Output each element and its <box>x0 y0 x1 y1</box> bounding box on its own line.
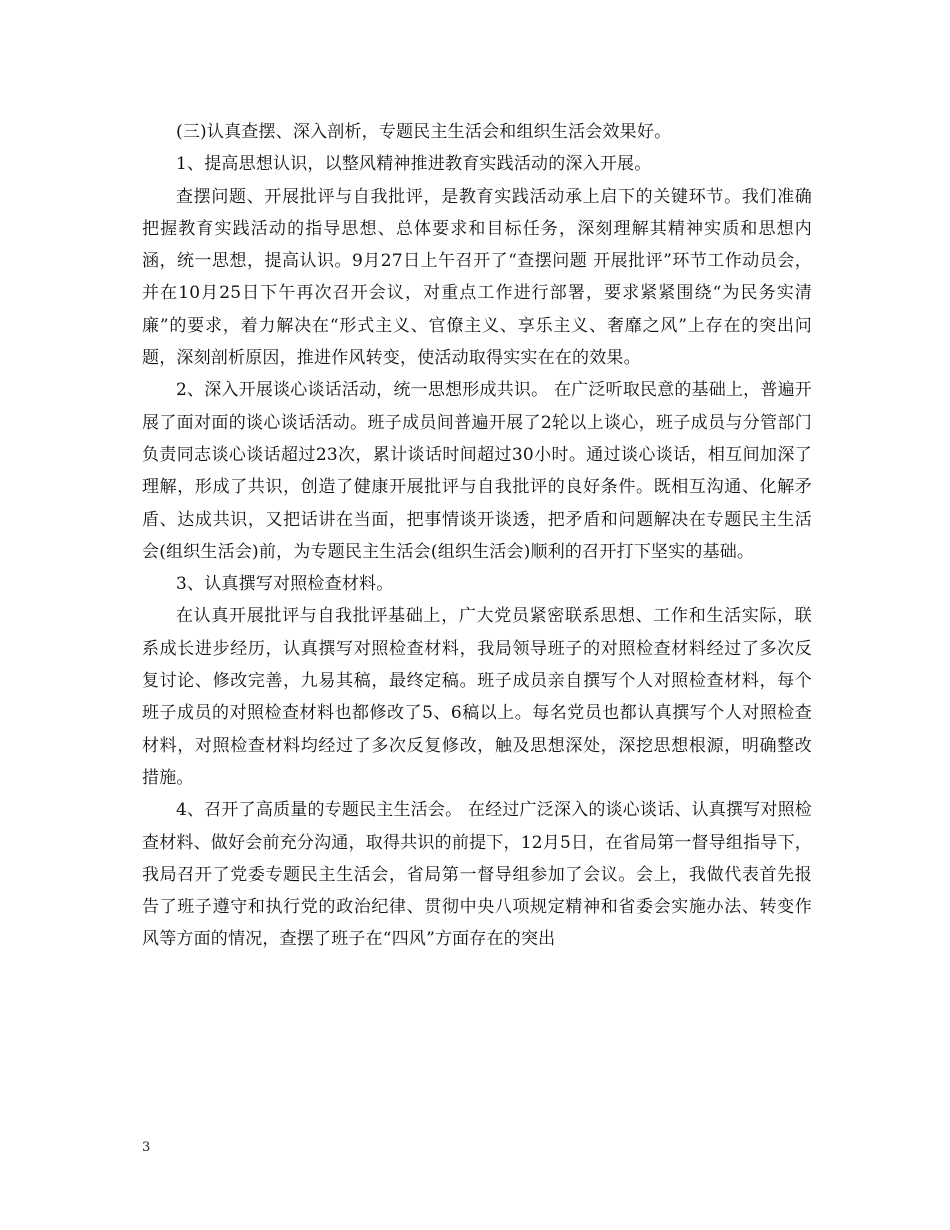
document-body <box>142 116 812 956</box>
item-3-body: 在认真开展批评与自我批评基础上，广大党员紧密联系思想、工作和生活实际，联系成长进步经历，认真撰写对照检查材料，我局领导班子的对照检查材料经过了多次反复讨论、修改完善，九易其稿，最终定稿。班子成员亲自撰写个人对照检查材料，每个班子成员的对照检查材料也都修改了5、6稿以上。每名党员也都认真撰写个人对照检查材料，对照检查材料均经过了多次反复修改，触及思想深处，深挖思想根源，明确整改措施。 <box>142 606 812 788</box>
item-1-body: 查摆问题、开展批评与自我批评，是教育实践活动承上启下的关键环节。我们准确把握教育实践活动的指导思想、总体要求和目标任务，深刻理解其精神实质和思想内涵，统一思想，提高认识。9月27日上午召开了“查摆问题 开展批评”环节工作动员会，并在10月25日下午再次召开会议，对重点工作进行部署，要求紧紧围绕“为民务实清廉”的要求，着力解决在“形式主义、官僚主义、享乐主义、奢靡之风”上存在的突出问题，深刻剖析原因，推进作风转变，使活动取得实实在在的效果。 <box>142 186 812 369</box>
section-heading: (三)认真查摆、深入剖析，专题民主生活会和组织生活会效果好。 <box>176 122 672 142</box>
item-3-heading: 3、认真撰写对照检查材料。 <box>176 574 394 595</box>
item-1-heading: 1、提高思想认识，以整风精神推进教育实践活动的深入开展。 <box>176 154 652 175</box>
item-4-paragraph: 4、召开了高质量的专题民主生活会。 在经过广泛深入的谈心谈话、认真撰写对照检查材料、做好会前充分沟通，取得共识的前提下，12月5日，在省局第一督导组指导下，我局召开了党委专题民主生活会，省局第一督导组参加了会议。会上，我做代表首先报告了班子遵守和执行党的政治纪律、贯彻中央八项规定精神和省委会实施办法、转变作风等方面的情况，查摆了班子在“四风”方面存在的突出 <box>142 800 812 950</box>
page-number: 3 <box>142 1140 151 1155</box>
item-2-paragraph: 2、深入开展谈心谈话活动，统一思想形成共识。 在广泛听取民意的基础上，普遍开展了面对面的谈心谈话活动。班子成员间普遍开展了2轮以上谈心，班子成员与分管部门负责同志谈心谈话超过23次，累计谈话时间超过30小时。通过谈心谈话，相互间加深了理解，形成了共识，创造了健康开展批评与自我批评的良好条件。既相互沟通、化解矛盾、达成共识，又把话讲在当面，把事情谈开谈透，把矛盾和问题解决在专题民主生活会(组织生活会)前，为专题民主生活会(组织生活会)顺利的召开打下坚实的基础。 <box>142 380 812 562</box>
